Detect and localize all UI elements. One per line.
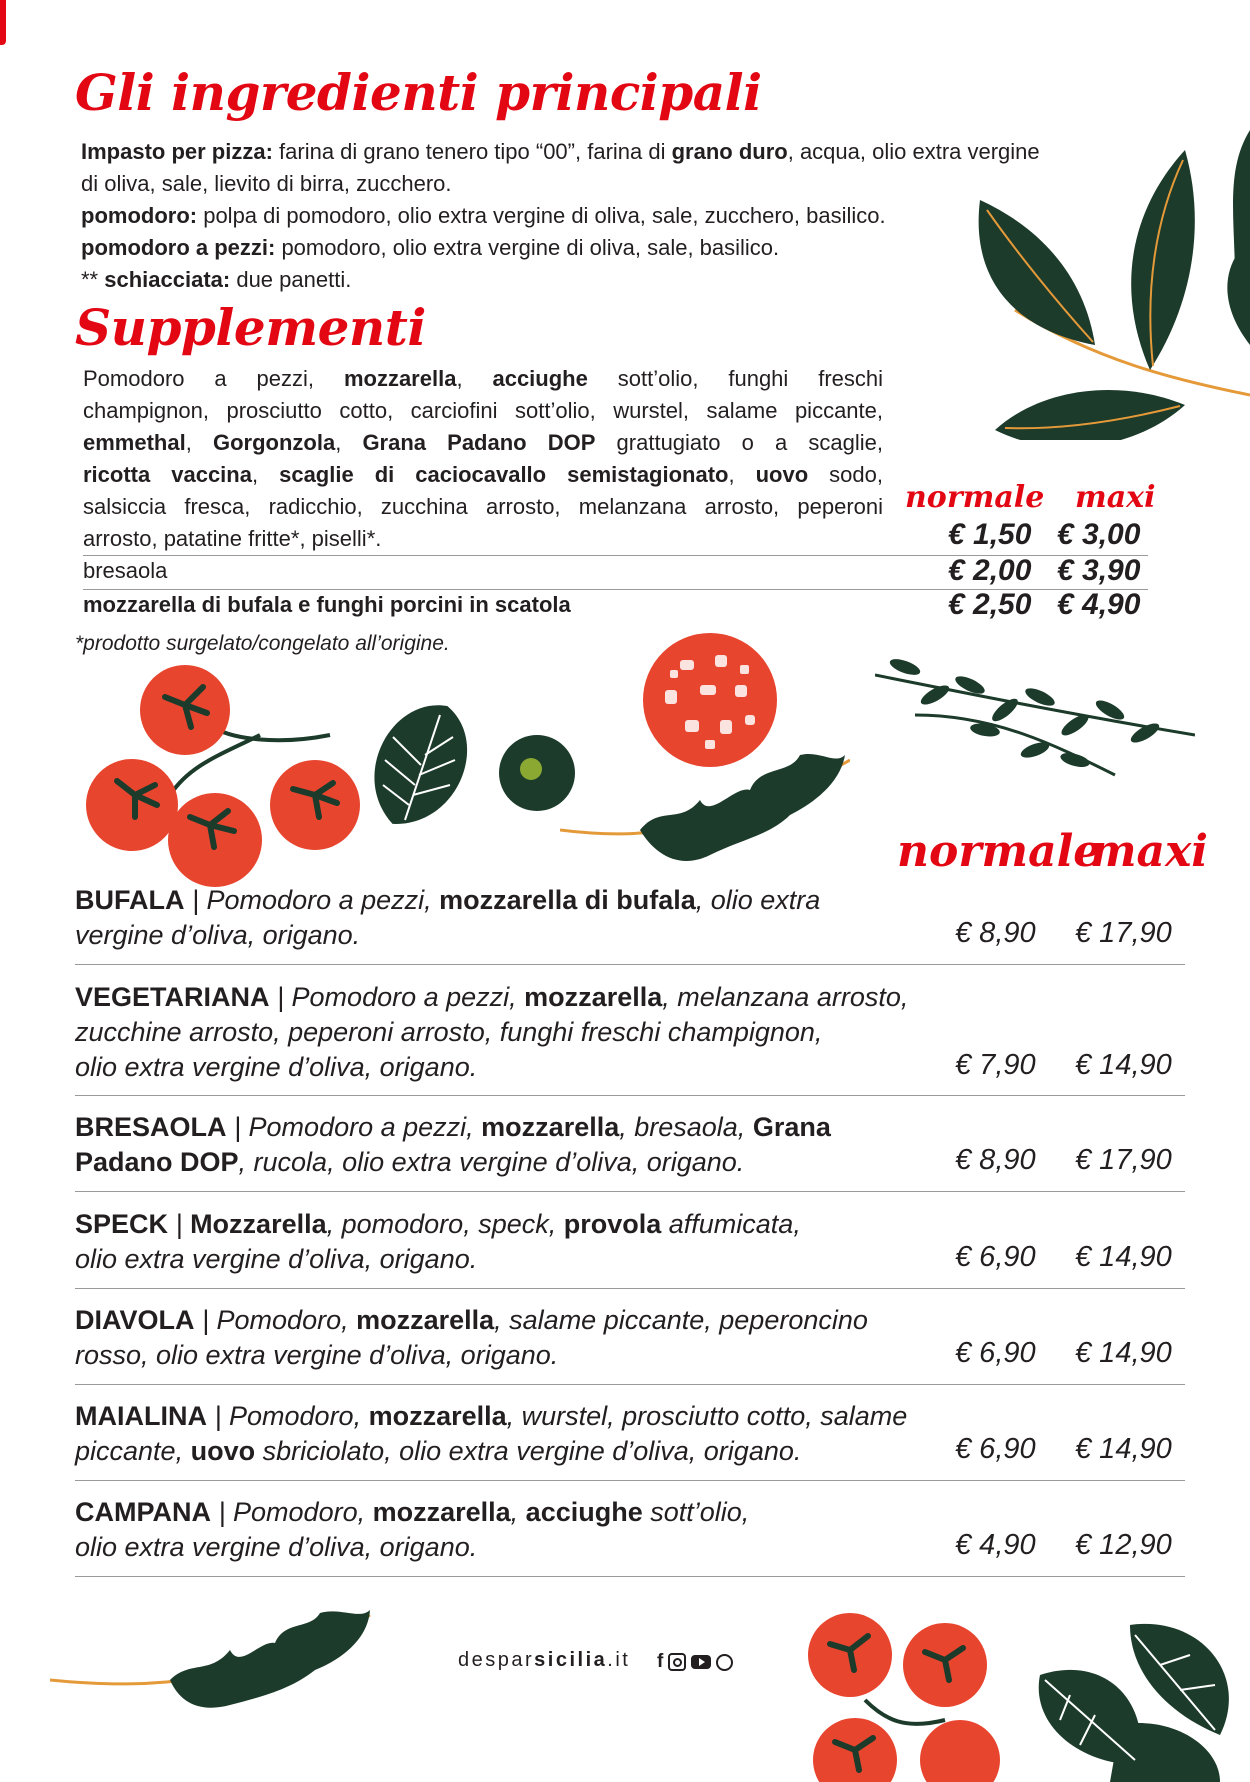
- bold-text: scaglie di caciocavallo semistagionato: [279, 462, 729, 487]
- top-left-corner-mark: [0, 0, 6, 45]
- pizza-description-line: [75, 1110, 935, 1145]
- text: ,: [728, 462, 756, 487]
- pizza-description-line: [75, 1207, 935, 1242]
- bold-text: emmethal: [83, 430, 186, 455]
- text: ,: [251, 462, 280, 487]
- pizza-description-line: [75, 1145, 935, 1180]
- supplement-row-label: bresaola: [83, 558, 168, 583]
- pizza-normale-price: € 7,90: [955, 1049, 1036, 1081]
- pizza-normale-price: € 6,90: [955, 1241, 1036, 1273]
- text: zucchine arrosto, peperoni arrosto, funghi freschi champignon,: [75, 1017, 823, 1047]
- pizza-maxi-price: € 14,90: [1075, 1241, 1172, 1273]
- website-suffix: .it: [607, 1649, 631, 1671]
- pizza-description-line: [75, 1338, 935, 1373]
- bold-text: Impasto per pizza:: [81, 139, 273, 164]
- text: , olio extra: [695, 885, 821, 915]
- supplement-base-normale-price: € 1,50: [948, 518, 1032, 551]
- text: , salame piccante, peperoncino: [494, 1305, 868, 1335]
- text: sodo,: [808, 462, 883, 487]
- bold-text: mozzarella: [524, 982, 663, 1012]
- bold-text: mozzarella: [368, 1401, 507, 1431]
- pizza-description-line: [75, 1399, 935, 1434]
- pizza-normale-price: € 6,90: [955, 1337, 1036, 1369]
- pizza-description-line: [75, 1242, 935, 1277]
- pizza-maxi-header: maxi: [1090, 826, 1209, 877]
- supplements-line: [83, 459, 883, 491]
- bold-text: mozzarella: [343, 366, 457, 391]
- supplement-base-maxi-price: € 3,00: [1057, 518, 1141, 551]
- pizza-description-line: [75, 1495, 935, 1530]
- pizza-description: [75, 980, 935, 1085]
- text: olio extra vergine d’oliva, origano.: [75, 1052, 478, 1082]
- rucola-leaf-illustration: [560, 745, 850, 875]
- ingredients-line: [81, 232, 1181, 264]
- text: ,: [510, 1497, 526, 1527]
- text: arrosto, patatine fritte*, piselli*.: [83, 526, 382, 551]
- pizza-description-line: [75, 980, 935, 1015]
- ingredients-line: [81, 264, 1181, 296]
- pizza-normale-price: € 8,90: [955, 917, 1036, 949]
- bold-text: mozzarella di bufala: [439, 885, 696, 915]
- pizza-maxi-price: € 17,90: [1075, 917, 1172, 949]
- tomatoes-illustration: [80, 665, 380, 890]
- pizza-description-line: [75, 1050, 935, 1085]
- ingredients-line: [81, 168, 1181, 200]
- bold-text: Padano DOP: [75, 1147, 239, 1177]
- pizza-description-line: [75, 1303, 935, 1338]
- text: , melanzana arrosto,: [662, 982, 909, 1012]
- text: ,: [456, 366, 493, 391]
- rucola-leaf-bottom-illustration: [50, 1605, 380, 1715]
- text: piccante,: [75, 1436, 191, 1466]
- pizza-description-line: [75, 883, 935, 918]
- bold-text: grano duro: [671, 139, 788, 164]
- pizza-normale-header: normale: [897, 826, 1102, 877]
- pizza-row-diavola: [75, 1303, 1185, 1385]
- tomatoes-bottom-illustration: [795, 1610, 1015, 1782]
- bold-text: Grana Padano DOP: [362, 430, 596, 455]
- footer-social-icons: [657, 1651, 733, 1673]
- bold-text: VEGETARIANA: [75, 982, 270, 1012]
- pizza-row-vegetariana: [75, 980, 1185, 1096]
- bold-text: Gorgonzola: [212, 430, 336, 455]
- pizza-row-bufala: [75, 883, 1185, 965]
- text: di oliva, sale, lievito di birra, zucchero.: [81, 171, 452, 196]
- supplement-row-normale-price: € 2,00: [948, 554, 1032, 587]
- text: | Pomodoro,: [194, 1305, 357, 1335]
- basil-leaf-illustration: [365, 695, 475, 835]
- bold-text: mozzarella: [481, 1112, 620, 1142]
- text: | Pomodoro a pezzi,: [184, 885, 440, 915]
- pizza-maxi-price: € 14,90: [1075, 1049, 1172, 1081]
- text: ,: [185, 430, 213, 455]
- ingredients-line: [81, 200, 1181, 232]
- bold-text: DIAVOLA: [75, 1305, 195, 1335]
- text: rosso, olio extra vergine d’oliva, origano.: [75, 1340, 559, 1370]
- supplements-list: [83, 363, 883, 555]
- pizza-description: [75, 1110, 935, 1180]
- whatsapp-icon[interactable]: [716, 1654, 733, 1671]
- bold-text: MAIALINA: [75, 1401, 207, 1431]
- supplement-footnote: *prodotto surgelato/congelato all’origine.: [75, 632, 450, 655]
- supplements-line: [83, 427, 883, 459]
- pizza-maxi-price: € 17,90: [1075, 1144, 1172, 1176]
- text: , wurstel, prosciutto cotto, salame: [506, 1401, 908, 1431]
- pizza-row-maialina: [75, 1399, 1185, 1481]
- text: **: [81, 267, 105, 292]
- bold-text: BRESAOLA: [75, 1112, 227, 1142]
- pizza-description-line: [75, 1434, 935, 1469]
- text: due panetti.: [230, 267, 352, 292]
- text: grattugiato o a scaglie,: [595, 430, 883, 455]
- text: champignon, prosciutto cotto, carciofini sott’olio, wurstel, salame piccante,: [83, 398, 883, 423]
- herb-sprig-illustration: [875, 655, 1195, 785]
- text: farina di grano tenero tipo “00”, farina di: [272, 139, 672, 164]
- pizza-description: [75, 1303, 935, 1373]
- text: sott’olio, funghi freschi: [587, 366, 884, 391]
- text: | Pomodoro,: [206, 1401, 369, 1431]
- supplement-maxi-header: maxi: [1075, 480, 1156, 515]
- pizza-description: [75, 1207, 935, 1277]
- bold-text: schiacciata:: [104, 267, 231, 292]
- ingredients-line: [81, 136, 1181, 168]
- youtube-icon[interactable]: [691, 1655, 711, 1669]
- pizza-maxi-price: € 12,90: [1075, 1529, 1172, 1561]
- text: , rucola, olio extra vergine d’oliva, origano.: [238, 1147, 745, 1177]
- supplements-title: Supplementi: [75, 298, 426, 357]
- text: vergine d’oliva, origano.: [75, 920, 361, 950]
- ingredients-text: [81, 136, 1181, 296]
- bold-text: acciughe: [525, 1497, 643, 1527]
- bold-text: ricotta vaccina: [83, 462, 252, 487]
- pizza-description-line: [75, 1015, 935, 1050]
- text: ,: [335, 430, 363, 455]
- text: , bresaola,: [619, 1112, 753, 1142]
- supplement-row-bresaola: [83, 555, 1148, 590]
- bold-text: Grana: [752, 1112, 831, 1142]
- text: Pomodoro a pezzi,: [83, 366, 344, 391]
- pizza-description: [75, 883, 935, 953]
- website-prefix: despar: [458, 1649, 535, 1671]
- text: salsiccia fresca, radicchio, zucchina arrosto, melanzana arrosto, peperoni: [83, 494, 883, 519]
- bold-text: provola: [563, 1209, 662, 1239]
- text: olio extra vergine d’oliva, origano.: [75, 1244, 478, 1274]
- text: , acqua, olio extra vergine: [787, 139, 1040, 164]
- supplements-line: [83, 491, 883, 523]
- pizza-row-campana: [75, 1495, 1185, 1577]
- pizza-normale-price: € 6,90: [955, 1433, 1036, 1465]
- bold-text: BUFALA: [75, 885, 185, 915]
- text: , pomodoro, speck,: [326, 1209, 564, 1239]
- ingredients-title: Gli ingredienti principali: [75, 63, 762, 122]
- pizza-description-line: [75, 1530, 935, 1565]
- instagram-icon[interactable]: [668, 1653, 686, 1671]
- text: pomodoro, olio extra vergine di oliva, sale, basilico.: [275, 235, 780, 260]
- text: | Pomodoro a pezzi,: [226, 1112, 482, 1142]
- text: affumicata,: [661, 1209, 801, 1239]
- bold-text: acciughe: [492, 366, 588, 391]
- text: polpa di pomodoro, olio extra vergine di oliva, sale, zucchero, basilico.: [197, 203, 886, 228]
- pizza-maxi-price: € 14,90: [1075, 1433, 1172, 1465]
- pizza-row-speck: [75, 1207, 1185, 1289]
- basil-bottom-illustration: [1020, 1615, 1250, 1782]
- bold-text: SPECK: [75, 1209, 169, 1239]
- supplement-row-bufala-porcini: [83, 589, 1148, 624]
- pizza-normale-price: € 8,90: [955, 1144, 1036, 1176]
- bold-text: uovo: [755, 462, 809, 487]
- text: sott’olio,: [642, 1497, 750, 1527]
- text: sbriciolato, olio extra vergine d’oliva, origano.: [255, 1436, 802, 1466]
- pizza-description-line: [75, 918, 935, 953]
- text: |: [168, 1209, 191, 1239]
- text: olio extra vergine d’oliva, origano.: [75, 1532, 478, 1562]
- bold-text: Mozzarella: [190, 1209, 327, 1239]
- pizza-normale-price: € 4,90: [955, 1529, 1036, 1561]
- supplement-row-maxi-price: € 3,90: [1057, 554, 1141, 587]
- footer-website[interactable]: [458, 1649, 630, 1672]
- text: | Pomodoro,: [211, 1497, 373, 1527]
- facebook-icon[interactable]: f: [657, 1651, 664, 1672]
- supplements-line: [83, 395, 883, 427]
- bold-text: pomodoro:: [81, 203, 198, 228]
- pizza-maxi-price: € 14,90: [1075, 1337, 1172, 1369]
- supplement-row-maxi-price: € 4,90: [1057, 588, 1141, 621]
- supplements-line: [83, 363, 883, 395]
- supplement-row-normale-price: € 2,50: [948, 588, 1032, 621]
- text: | Pomodoro a pezzi,: [269, 982, 525, 1012]
- supplement-normale-header: normale: [905, 480, 1045, 515]
- bold-text: mozzarella: [372, 1497, 511, 1527]
- pizza-description: [75, 1399, 935, 1469]
- supplement-row-label: mozzarella di bufala e funghi porcini in scatola: [83, 592, 571, 617]
- bold-text: uovo: [190, 1436, 256, 1466]
- bold-text: pomodoro a pezzi:: [81, 235, 276, 260]
- pizza-description: [75, 1495, 935, 1565]
- bold-text: CAMPANA: [75, 1497, 211, 1527]
- bold-text: mozzarella: [356, 1305, 495, 1335]
- website-bold: sicilia: [534, 1649, 608, 1671]
- supplements-line: [83, 523, 883, 555]
- pizza-row-bresaola: [75, 1110, 1185, 1192]
